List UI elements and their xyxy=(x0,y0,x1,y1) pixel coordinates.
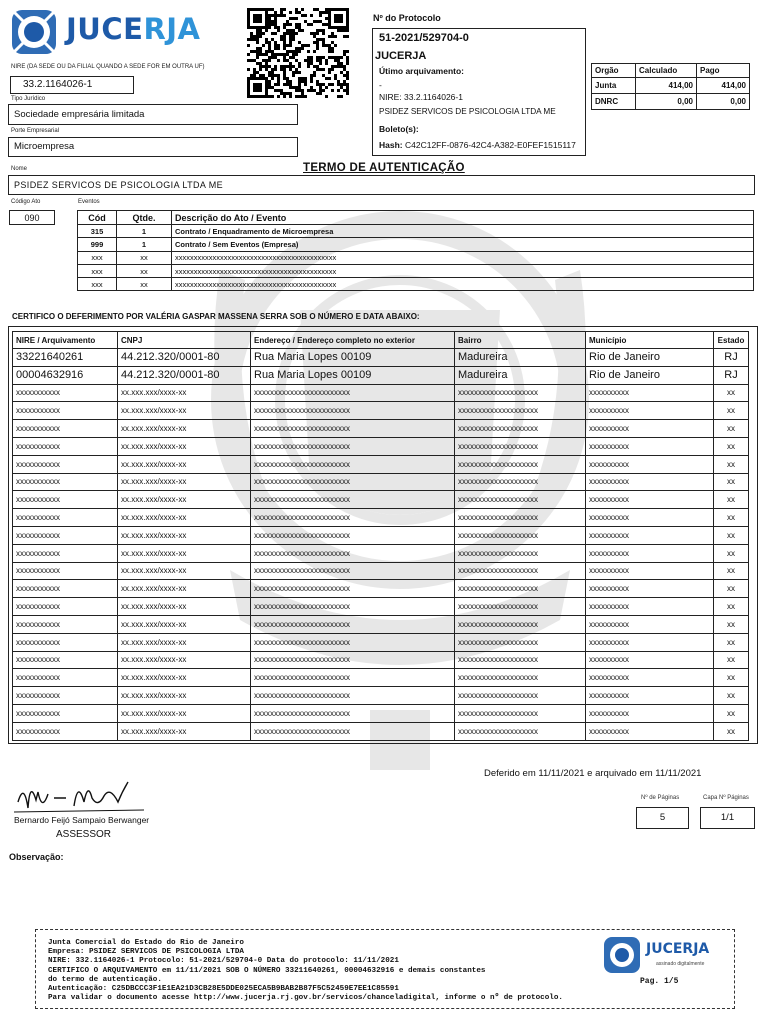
footer-line: do termo de autenticação. xyxy=(48,975,162,984)
registry-cell: xx xyxy=(714,455,749,473)
registry-placeholder-row xyxy=(13,633,749,651)
registry-cell: xxxxxxxxxxx xyxy=(13,562,118,580)
protocol-number: 51-2021/529704-0 xyxy=(379,32,469,44)
registry-cell: xx.xxx.xxx/xxxx-xx xyxy=(118,402,251,420)
signature-image xyxy=(14,772,154,818)
protocol-box xyxy=(372,28,586,156)
registry-placeholder-row xyxy=(13,687,749,705)
registry-placeholder-row xyxy=(13,491,749,509)
registry-row xyxy=(13,366,749,384)
registry-header: NIRE / Arquivamento xyxy=(13,332,118,349)
registry-cell: xx xyxy=(714,633,749,651)
registry-cell: 33221640261 xyxy=(13,349,118,367)
registry-placeholder-row xyxy=(13,598,749,616)
event-header: Cód xyxy=(78,211,117,225)
qr-code xyxy=(247,8,349,98)
registry-cell: xx xyxy=(714,420,749,438)
page-number: Pag. 1/5 xyxy=(640,977,679,986)
event-row xyxy=(78,225,754,238)
registry-cell: xx.xxx.xxx/xxxx-xx xyxy=(118,615,251,633)
event-cell: 1 xyxy=(117,238,172,251)
event-row xyxy=(78,238,754,251)
registry-cell: xxxxxxxxxxxxxxxxxxxxxxxx xyxy=(251,384,455,402)
eventos-label: Eventos xyxy=(78,199,100,205)
registry-cell: xxxxxxxxxxxxxxxxxxxx xyxy=(455,633,586,651)
registry-cell: xxxxxxxxxxxxxxxxxxxx xyxy=(455,544,586,562)
event-header: Descrição do Ato / Evento xyxy=(172,211,754,225)
event-cell: 315 xyxy=(78,225,117,238)
logo-emblem-icon xyxy=(10,8,58,56)
registry-cell: xxxxxxxxxxxxxxxxxxxx xyxy=(455,473,586,491)
footer-line: Empresa: PSIDEZ SERVICOS DE PSICOLOGIA LTDA xyxy=(48,948,244,957)
registry-cell: xxxxxxxxxxx xyxy=(13,615,118,633)
registry-cell: xxxxxxxxxxxxxxxxxxxxxxxx xyxy=(251,687,455,705)
registry-placeholder-row xyxy=(13,544,749,562)
codigo-ato-field: 090 xyxy=(9,210,55,225)
registry-cell: xxxxxxxxxx xyxy=(586,384,714,402)
event-cell: xxxxxxxxxxxxxxxxxxxxxxxxxxxxxxxxxxxxxxxxxxx xyxy=(172,264,754,277)
registry-cell: xxxxxxxxxxxxxxxxxxxx xyxy=(455,669,586,687)
registry-cell: Rio de Janeiro xyxy=(586,349,714,367)
registry-cell: xx.xxx.xxx/xxxx-xx xyxy=(118,633,251,651)
registry-cell: RJ xyxy=(714,366,749,384)
registry-cell: xx.xxx.xxx/xxxx-xx xyxy=(118,598,251,616)
logo-text: JUCERJA xyxy=(66,12,201,46)
registry-cell: xx.xxx.xxx/xxxx-xx xyxy=(118,687,251,705)
footer-logo xyxy=(602,935,728,975)
registry-cell: xxxxxxxxxxxxxxxxxxxxxxxx xyxy=(251,633,455,651)
event-cell: xxxxxxxxxxxxxxxxxxxxxxxxxxxxxxxxxxxxxxxxxxx xyxy=(172,278,754,291)
registry-placeholder-row xyxy=(13,651,749,669)
registry-placeholder-row xyxy=(13,615,749,633)
ultimo-arquivamento-value: - xyxy=(379,80,382,90)
authentication-footer xyxy=(35,929,735,1009)
registry-placeholder-row xyxy=(13,562,749,580)
event-cell: 999 xyxy=(78,238,117,251)
registry-cell: xxxxxxxxxx xyxy=(586,633,714,651)
signer-role: ASSESSOR xyxy=(56,829,112,840)
codigo-ato-label: Código Ato xyxy=(11,199,41,205)
registry-cell: xxxxxxxxxxxxxxxxxxxxxxxx xyxy=(251,420,455,438)
registry-cell: xxxxxxxxxxxxxxxxxxxxxxxx xyxy=(251,704,455,722)
registry-cell: xxxxxxxxxxxxxxxxxxxx xyxy=(455,562,586,580)
registry-cell: xxxxxxxxxxxxxxxxxxxx xyxy=(455,526,586,544)
registry-cell: 00004632916 xyxy=(13,366,118,384)
event-cell: xx xyxy=(117,251,172,264)
registry-cell: xxxxxxxxxxxxxxxxxxxxxxxx xyxy=(251,562,455,580)
registry-header: CNPJ xyxy=(118,332,251,349)
registry-cell: xxxxxxxxxxx xyxy=(13,402,118,420)
event-cell: xxx xyxy=(78,278,117,291)
registry-cell: xx.xxx.xxx/xxxx-xx xyxy=(118,562,251,580)
protocol-org: JUCERJA xyxy=(375,50,427,62)
protocol-company: PSIDEZ SERVICOS DE PSICOLOGIA LTDA ME xyxy=(379,107,556,116)
event-cell: xxx xyxy=(78,264,117,277)
protocol-label: Nº do Protocolo xyxy=(373,13,441,23)
registry-cell: xxxxxxxxxxxxxxxxxxxxxxxx xyxy=(251,615,455,633)
registry-header: Endereço / Endereço completo no exterior xyxy=(251,332,455,349)
nire-caption: NIRE (DA SEDE OU DA FILIAL QUANDO A SEDE FOR EM OUTRA UF) xyxy=(11,64,205,70)
event-cell: xx xyxy=(117,278,172,291)
footer-logo-text: JUCERJA xyxy=(646,941,710,957)
event-row xyxy=(78,264,754,277)
nome-label: Nome xyxy=(11,166,28,172)
registry-cell: xxxxxxxxxx xyxy=(586,473,714,491)
registry-cell: xx xyxy=(714,437,749,455)
registry-header: Bairro xyxy=(455,332,586,349)
registry-cell: xxxxxxxxxxxxxxxxxxxxxxxx xyxy=(251,669,455,687)
registry-cell: xx.xxx.xxx/xxxx-xx xyxy=(118,455,251,473)
registry-cell: xxxxxxxxxxxxxxxxxxxxxxxx xyxy=(251,651,455,669)
registry-placeholder-row xyxy=(13,669,749,687)
registry-placeholder-row xyxy=(13,437,749,455)
registry-cell: xx.xxx.xxx/xxxx-xx xyxy=(118,509,251,527)
hash-value: C42C12FF-0876-42C4-A382-E0FEF1515117 xyxy=(405,140,576,150)
registry-cell: xx.xxx.xxx/xxxx-xx xyxy=(118,384,251,402)
registry-cell: xxxxxxxxxx xyxy=(586,544,714,562)
registry-cell: xxxxxxxxxxx xyxy=(13,580,118,598)
tipo-juridico-label: Tipo Jurídico xyxy=(11,96,46,102)
capa-label: Capa Nº Páginas xyxy=(703,795,749,801)
fee-cell: 414,00 xyxy=(697,78,750,94)
events-table xyxy=(77,210,754,291)
page-title: TERMO DE AUTENTICAÇÃO xyxy=(303,162,465,174)
footer-emblem-icon xyxy=(602,935,642,975)
registry-cell: xxxxxxxxxx xyxy=(586,437,714,455)
registry-cell: xxxxxxxxxx xyxy=(586,509,714,527)
registry-cell: xxxxxxxxxxx xyxy=(13,455,118,473)
registry-cell: xxxxxxxxxxx xyxy=(13,384,118,402)
registry-cell: xxxxxxxxxx xyxy=(586,491,714,509)
registry-cell: xxxxxxxxxx xyxy=(586,615,714,633)
registry-cell: xxxxxxxxxxxxxxxxxxxx xyxy=(455,455,586,473)
registry-cell: xxxxxxxxxx xyxy=(586,402,714,420)
registry-cell: xx.xxx.xxx/xxxx-xx xyxy=(118,704,251,722)
registry-cell: xx xyxy=(714,402,749,420)
paginas-label: Nº de Páginas xyxy=(641,795,680,801)
registry-cell: xxxxxxxxxxxxxxxxxxxxxxxx xyxy=(251,455,455,473)
registry-cell: xxxxxxxxxxxxxxxxxxxx xyxy=(455,420,586,438)
registry-cell: xxxxxxxxxxxxxxxxxxxx xyxy=(455,491,586,509)
hash-label: Hash: xyxy=(379,140,403,150)
registry-cell: xx xyxy=(714,687,749,705)
registry-cell: xx xyxy=(714,526,749,544)
registry-cell: xxxxxxxxxxx xyxy=(13,651,118,669)
registry-cell: xxxxxxxxxx xyxy=(586,669,714,687)
registry-cell: xxxxxxxxxxx xyxy=(13,526,118,544)
registry-cell: xxxxxxxxxx xyxy=(586,722,714,740)
registry-cell: xxxxxxxxxxx xyxy=(13,437,118,455)
registry-cell: xx.xxx.xxx/xxxx-xx xyxy=(118,526,251,544)
registry-cell: xxxxxxxxxxxxxxxxxxxx xyxy=(455,402,586,420)
registry-cell: xxxxxxxxxx xyxy=(586,598,714,616)
registry-placeholder-row xyxy=(13,473,749,491)
fee-header: Pago xyxy=(697,64,750,78)
registry-cell: xx.xxx.xxx/xxxx-xx xyxy=(118,722,251,740)
registry-cell: xx.xxx.xxx/xxxx-xx xyxy=(118,473,251,491)
hash-line xyxy=(379,140,576,150)
registry-cell: xx xyxy=(714,722,749,740)
boleto-label: Boleto(s): xyxy=(379,124,419,134)
registry-cell: xxxxxxxxxxxxxxxxxxxx xyxy=(455,651,586,669)
fee-cell: DNRC xyxy=(592,94,636,110)
registry-cell: xx.xxx.xxx/xxxx-xx xyxy=(118,669,251,687)
porte-field: Microempresa xyxy=(8,137,298,157)
registry-cell: xxxxxxxxxxxxxxxxxxxx xyxy=(455,687,586,705)
registry-cell: xxxxxxxxxxxxxxxxxxxx xyxy=(455,384,586,402)
registry-cell: xx.xxx.xxx/xxxx-xx xyxy=(118,580,251,598)
event-cell: xxxxxxxxxxxxxxxxxxxxxxxxxxxxxxxxxxxxxxxxxxx xyxy=(172,251,754,264)
registry-cell: xxxxxxxxxxxxxxxxxxxx xyxy=(455,509,586,527)
registry-cell: xxxxxxxxxxx xyxy=(13,722,118,740)
registry-cell: xxxxxxxxxxx xyxy=(13,704,118,722)
registry-cell: xx xyxy=(714,669,749,687)
fee-header: Calculado xyxy=(636,64,697,78)
registry-cell: 44.212.320/0001-80 xyxy=(118,366,251,384)
registry-cell: xxxxxxxxxxxxxxxxxxxx xyxy=(455,437,586,455)
registry-cell: xxxxxxxxxxx xyxy=(13,687,118,705)
registry-cell: xx.xxx.xxx/xxxx-xx xyxy=(118,544,251,562)
registry-placeholder-row xyxy=(13,509,749,527)
registry-cell: xxxxxxxxxxx xyxy=(13,669,118,687)
event-cell: xxx xyxy=(78,251,117,264)
registry-cell: xxxxxxxxxxxxxxxxxxxx xyxy=(455,615,586,633)
registry-cell: xxxxxxxxxxxxxxxxxxxxxxxx xyxy=(251,491,455,509)
registry-cell: xxxxxxxxxx xyxy=(586,420,714,438)
tipo-juridico-field: Sociedade empresária limitada xyxy=(8,104,298,125)
registry-cell: xx.xxx.xxx/xxxx-xx xyxy=(118,491,251,509)
ultimo-arquivamento-label: Útimo arquivamento: xyxy=(379,66,465,76)
registry-cell: xx xyxy=(714,580,749,598)
registry-cell: Madureira xyxy=(455,366,586,384)
footer-text xyxy=(48,939,563,1003)
registry-placeholder-row xyxy=(13,384,749,402)
registry-cell: xx xyxy=(714,704,749,722)
registry-cell: xxxxxxxxxxxxxxxxxxxxxxxx xyxy=(251,509,455,527)
footer-logo-sub: assinado digitalmente xyxy=(656,961,705,967)
registry-cell: xxxxxxxxxxx xyxy=(13,420,118,438)
registry-cell: xx xyxy=(714,598,749,616)
registry-cell: Rua Maria Lopes 00109 xyxy=(251,349,455,367)
event-cell: Contrato / Sem Eventos (Empresa) xyxy=(172,238,754,251)
registry-header: Município xyxy=(586,332,714,349)
registry-cell: xxxxxxxxxxx xyxy=(13,491,118,509)
registry-cell: xx.xxx.xxx/xxxx-xx xyxy=(118,420,251,438)
registry-cell: xx.xxx.xxx/xxxx-xx xyxy=(118,437,251,455)
fee-header: Orgão xyxy=(592,64,636,78)
registry-cell: xxxxxxxxxxxxxxxxxxxxxxxx xyxy=(251,437,455,455)
event-cell: xx xyxy=(117,264,172,277)
fees-table xyxy=(591,63,750,110)
registry-cell: RJ xyxy=(714,349,749,367)
registry-cell: xxxxxxxxxxx xyxy=(13,598,118,616)
registry-cell: xxxxxxxxxx xyxy=(586,580,714,598)
registry-cell: xxxxxxxxxxx xyxy=(13,544,118,562)
event-cell: 1 xyxy=(117,225,172,238)
registry-cell: xxxxxxxxxxxxxxxxxxxxxxxx xyxy=(251,473,455,491)
nire-field: 33.2.1164026-1 xyxy=(10,76,134,94)
registry-placeholder-row xyxy=(13,526,749,544)
registry-cell: xx.xxx.xxx/xxxx-xx xyxy=(118,651,251,669)
registry-cell: xxxxxxxxxxxxxxxxxxxxxxxx xyxy=(251,722,455,740)
registry-cell: xxxxxxxxxx xyxy=(586,687,714,705)
registry-cell: Rio de Janeiro xyxy=(586,366,714,384)
fee-cell: Junta xyxy=(592,78,636,94)
registry-cell: xxxxxxxxxxxxxxxxxxxx xyxy=(455,704,586,722)
porte-label: Porte Empresarial xyxy=(11,128,60,134)
registry-placeholder-row xyxy=(13,455,749,473)
registry-cell: xxxxxxxxxxxxxxxxxxxxxxxx xyxy=(251,402,455,420)
jucerja-logo xyxy=(10,8,230,56)
event-header: Qtde. xyxy=(117,211,172,225)
registry-row xyxy=(13,349,749,367)
observacao-label: Observação: xyxy=(9,852,64,862)
footer-line: CERTIFICO O ARQUIVAMENTO em 11/11/2021 SOB O NÚMERO 33211640261, 00004632916 e demais constantes xyxy=(48,966,486,975)
registry-table xyxy=(12,331,749,741)
registry-placeholder-row xyxy=(13,580,749,598)
registry-cell: xx xyxy=(714,491,749,509)
footer-line: NIRE: 332.1164026-1 Protocolo: 51-2021/529704-0 Data do protocolo: 11/11/2021 xyxy=(48,957,399,966)
registry-cell: xxxxxxxxxxxxxxxxxxxx xyxy=(455,722,586,740)
fee-cell: 414,00 xyxy=(636,78,697,94)
registry-header-row xyxy=(13,332,749,349)
registry-cell: xx xyxy=(714,544,749,562)
registry-placeholder-row xyxy=(13,402,749,420)
deferido-text: Deferido em 11/11/2021 e arquivado em 11/11/2021 xyxy=(484,768,702,779)
registry-cell: xxxxxxxxxxxxxxxxxxxxxxxx xyxy=(251,526,455,544)
registry-cell: xxxxxxxxxxx xyxy=(13,509,118,527)
registry-cell: Madureira xyxy=(455,349,586,367)
registry-cell: xx xyxy=(714,651,749,669)
registry-cell: Rua Maria Lopes 00109 xyxy=(251,366,455,384)
event-cell: Contrato / Enquadramento de Microempresa xyxy=(172,225,754,238)
footer-line: Para validar o documento acesse http://www.jucerja.rj.gov.br/servicos/chanceladigital, informe o nº de protocolo. xyxy=(48,994,563,1003)
paginas-value: 5 xyxy=(636,807,689,829)
registry-cell: xxxxxxxxxx xyxy=(586,704,714,722)
registry-cell: xxxxxxxxxxxxxxxxxxxxxxxx xyxy=(251,544,455,562)
footer-line: Autenticação: C25DBCCC3F1E1EA21D3CB28E5DDE025ECA5B9BAB2B87F5C52459E7EE1C85591 xyxy=(48,985,399,994)
certifico-text: CERTIFICO O DEFERIMENTO POR VALÉRIA GASPAR MASSENA SERRA SOB O NÚMERO E DATA ABAIXO: xyxy=(12,312,420,321)
event-row xyxy=(78,278,754,291)
registry-cell: xx xyxy=(714,384,749,402)
registry-cell: xxxxxxxxxx xyxy=(586,562,714,580)
registry-placeholder-row xyxy=(13,420,749,438)
registry-cell: xxxxxxxxxx xyxy=(586,455,714,473)
registry-placeholder-row xyxy=(13,722,749,740)
registry-cell: xxxxxxxxxxx xyxy=(13,633,118,651)
registry-cell: xx xyxy=(714,562,749,580)
registry-cell: xxxxxxxxxxx xyxy=(13,473,118,491)
capa-value: 1/1 xyxy=(700,807,755,829)
signer-name: Bernardo Feijó Sampaio Berwanger xyxy=(14,815,150,825)
registry-cell: xxxxxxxxxxxxxxxxxxxx xyxy=(455,580,586,598)
footer-line: Junta Comercial do Estado do Rio de Janeiro xyxy=(48,939,244,947)
registry-cell: xx xyxy=(714,473,749,491)
event-row xyxy=(78,251,754,264)
nome-field: PSIDEZ SERVICOS DE PSICOLOGIA LTDA ME xyxy=(8,175,755,195)
registry-cell: xx xyxy=(714,615,749,633)
registry-cell: xxxxxxxxxx xyxy=(586,526,714,544)
fee-cell: 0,00 xyxy=(636,94,697,110)
protocol-nire: NIRE: 33.2.1164026-1 xyxy=(379,92,463,102)
registry-cell: xxxxxxxxxxxxxxxxxxxxxxxx xyxy=(251,580,455,598)
registry-header: Estado xyxy=(714,332,749,349)
fee-cell: 0,00 xyxy=(697,94,750,110)
registry-cell: xxxxxxxxxxxxxxxxxxxxxxxx xyxy=(251,598,455,616)
registry-cell: xxxxxxxxxxxxxxxxxxxx xyxy=(455,598,586,616)
registry-cell: xxxxxxxxxx xyxy=(586,651,714,669)
registry-cell: xx xyxy=(714,509,749,527)
registry-placeholder-row xyxy=(13,704,749,722)
registry-cell: 44.212.320/0001-80 xyxy=(118,349,251,367)
